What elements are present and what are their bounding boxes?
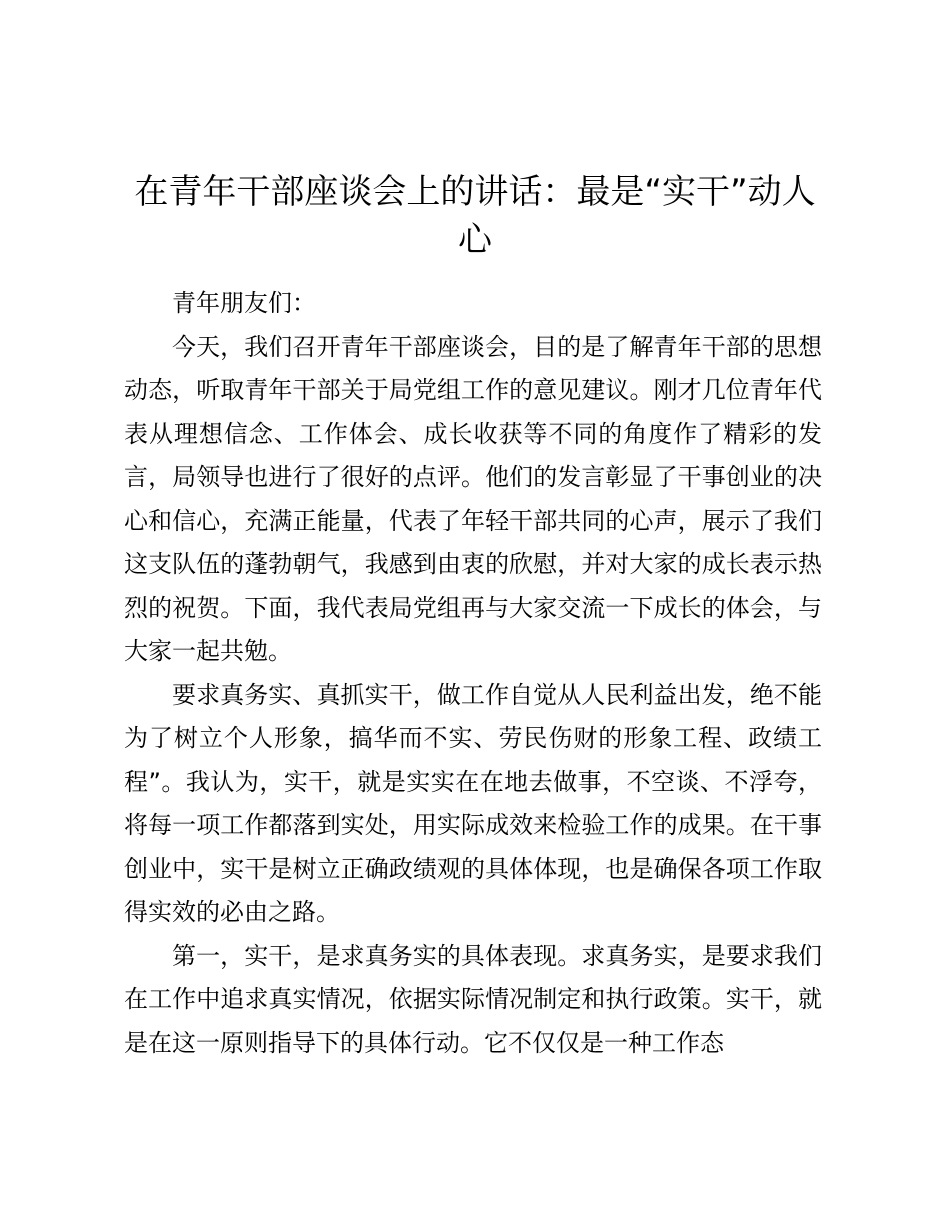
document-body xyxy=(124,282,822,1065)
document-title: 在青年干部座谈会上的讲话：最是“实干”动人心 xyxy=(134,172,816,260)
paragraph-salutation: 青年朋友们： xyxy=(172,289,316,317)
paragraph-1: 今天，我们召开青年干部座谈会，目的是了解青年干部的思想动态，听取青年干部关于局党组工作的意见建议。刚才几位青年代表从理想信念、工作体会、成长收获等不同的角度作了精彩的发言，局领导也进行了很好的点评。他们的发言彰显了干事创业的决心和信心，充满正能量，代表了年轻干部共同的心声，展示了我们这支队伍的蓬勃朝气，我感到由衷的欣慰，并对大家的成长表示热烈的祝贺。下面，我代表局党组再与大家交流一下成长的体会，与大家一起共勉。 xyxy=(124,332,822,665)
paragraph-2: 要求真务实、真抓实干，做工作自觉从人民利益出发，绝不能为了树立个人形象，搞华而不实、劳民伤财的形象工程、政绩工程”。我认为，实干，就是实实在在地去做事，不空谈、不浮夸，将每一项工作都落到实处，用实际成效来检验工作的成果。在干事创业中，实干是树立正确政绩观的具体体现，也是确保各项工作取得实效的必由之路。 xyxy=(124,680,822,926)
paragraph-3: 第一，实干，是求真务实的具体表现。求真务实，是要求我们在工作中追求真实情况，依据实际情况制定和执行政策。实干，就是在这一原则指导下的具体行动。它不仅仅是一种工作态 xyxy=(124,941,822,1057)
